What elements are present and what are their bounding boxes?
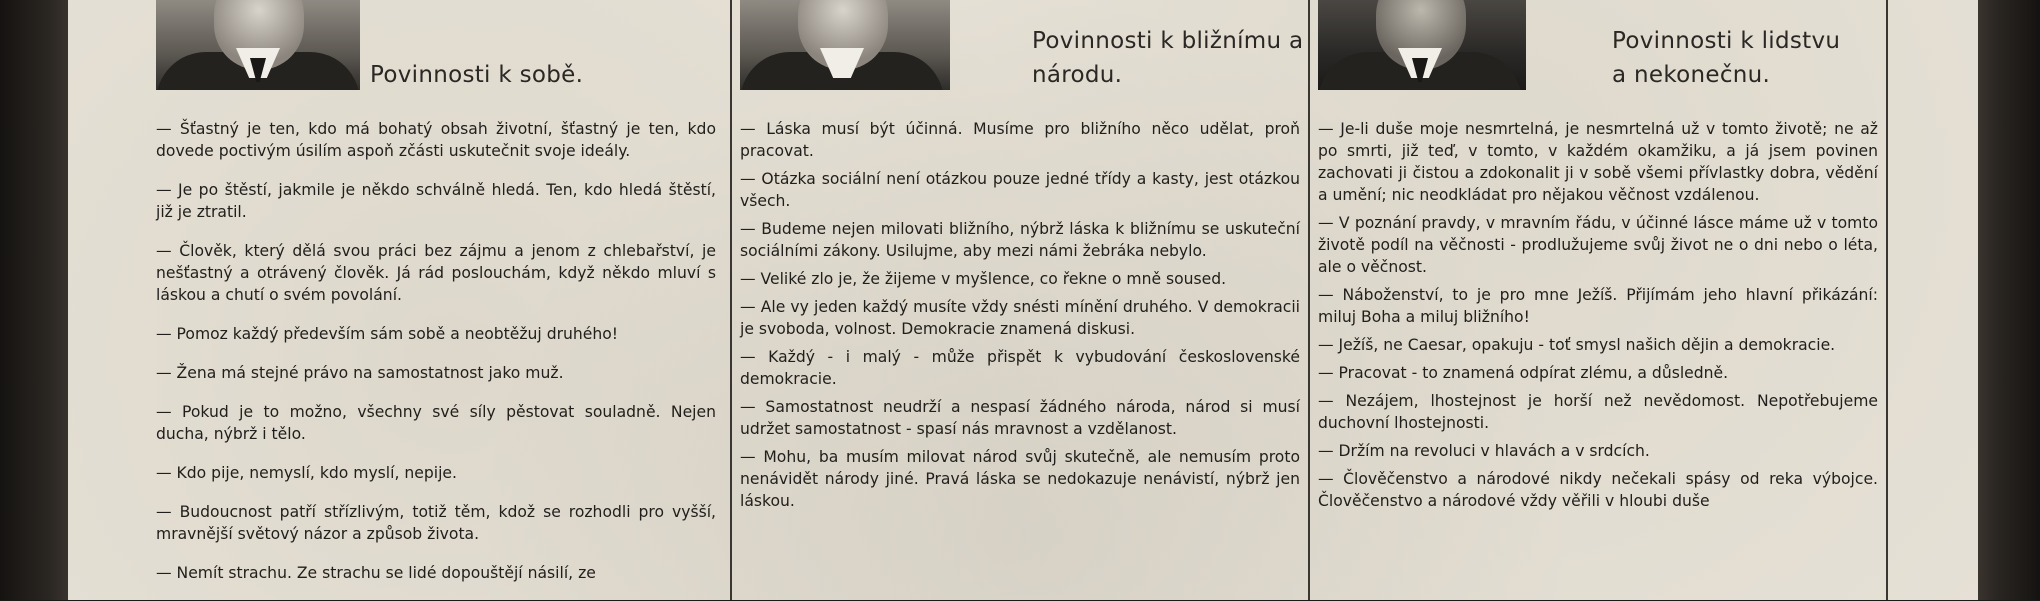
paragraph: — Šťastný je ten, kdo má bohatý obsah životní, šťastný je ten, kdo dovede poctivým úsilím aspoň zčásti uskutečnit svoje ideály. — [156, 120, 716, 160]
paragraph: — Člověčenstvo a národové nikdy nečekali spásy od reka výbojce. Člověčenstvo a národové vždy věřili v hloubi duše — [1318, 470, 1878, 510]
column-duties-to-self — [156, 0, 716, 600]
paragraph: — Pracovat - to znamená odpírat zlému, a důsledně. — [1318, 364, 1729, 382]
poster-paper — [68, 0, 1980, 600]
column-duties-to-neighbour-and-nation — [740, 0, 1304, 600]
column-heading: Povinnosti k bližnímu a národu. — [1032, 28, 1304, 88]
paragraph: — Je-li duše moje nesmrtelná, je nesmrtelná už v tomto životě; ne až po smrti, již teď, v tomto, v každém okamžiku, a já jsem povinen zachovati ji čistou a zdokonalit ji v sobě všemi přívlastky dobra, vědění a umění; nic neodkládat pro nějakou věčnost vzdálenou. — [1318, 120, 1878, 204]
column-divider — [730, 0, 732, 600]
paragraph: — Mohu, ba musím milovat národ svůj skutečně, ale nemusím proto nenávidět národy jiné. Pravá láska se nedokazuje nenávistí, nýbrž jen láskou. — [740, 448, 1300, 510]
paragraph: — Je po štěstí, jakmile je někdo schválně hledá. Ten, kdo hledá štěstí, již je ztratil. — [156, 181, 716, 221]
paragraph: — Otázka sociální není otázkou pouze jedné třídy a kasty, jest otázkou všech. — [740, 170, 1300, 210]
paragraph: — Nezájem, lhostejnost je horší než nevědomost. Nepotřebujeme duchovní lhostejnosti. — [1318, 392, 1878, 432]
paragraph: — Pomoz každý především sám sobě a neobtěžuj druhého! — [156, 325, 619, 343]
column-text — [156, 118, 716, 601]
paragraph: — V poznání pravdy, v mravním řádu, v účinné lásce máme už v tomto životě podíl na věčnosti - prodlužujeme svůj život ne o dni nebo o léta, ale o věčnost. — [1318, 214, 1878, 276]
paragraph: — Držím na revoluci v hlavách a v srdcích. — [1318, 442, 1650, 460]
paragraph: — Veliké zlo je, že žijeme v myšlence, co řekne o mně soused. — [740, 270, 1227, 288]
paragraph: — Každý - i malý - může přispět k vybudování československé demokracie. — [740, 348, 1300, 388]
column-text — [740, 118, 1300, 518]
frame-right-edge — [1978, 0, 2040, 600]
paragraph: — Ježíš, ne Caesar, opakuju - toť smysl našich dějin a demokracie. — [1318, 336, 1836, 354]
paragraph: — Samostatnost neudrží a nespasí žádného národa, národ si musí udržet samostatnost - spasí nás mravnost a vzdělanost. — [740, 398, 1300, 438]
column-divider — [1886, 0, 1888, 600]
column-heading: Povinnosti k lidstvu a nekonečnu. — [1612, 28, 1841, 88]
frame-left-edge — [0, 0, 70, 600]
paragraph: — Kdo pije, nemyslí, kdo myslí, nepije. — [156, 464, 457, 482]
paragraph: — Láska musí být účinná. Musíme pro bližního něco udělat, proň pracovat. — [740, 120, 1300, 160]
paragraph: — Budeme nejen milovati bližního, nýbrž láska k bližnímu se uskuteční sociálními zákony. Usilujme, aby mezi námi žebráka nebylo. — [740, 220, 1300, 260]
column-heading: Povinnosti k sobě. — [370, 62, 584, 88]
column-text — [1318, 118, 1878, 518]
paragraph: — Pokud je to možno, všechny své síly pěstovat souladně. Nejen ducha, nýbrž i tělo. — [156, 403, 716, 443]
paragraph: — Ale vy jeden každý musíte vždy snésti mínění druhého. V demokracii je svoboda, volnost. Demokracie znamená diskusi. — [740, 298, 1300, 338]
paragraph: — Člověk, který dělá svou práci bez zájmu a jenom z chlebařství, je nešťastný a otrávený člověk. Já rád poslouchám, když někdo mluví s láskou a chutí o svém povolání. — [156, 242, 716, 304]
paragraph: — Žena má stejné právo na samostatnost jako muž. — [156, 364, 564, 382]
paragraph: — Náboženství, to je pro mne Ježíš. Přijímám jeho hlavní přikázání: miluj Boha a miluj bližního! — [1318, 286, 1878, 326]
portrait-photo — [156, 0, 360, 90]
column-duties-to-humanity-and-infinity — [1318, 0, 1878, 600]
portrait-photo — [740, 0, 950, 90]
portrait-photo — [1318, 0, 1526, 90]
paragraph: — Budoucnost patří střízlivým, totiž těm, kdož se rozhodli pro vyšší, mravnější světový názor a způsob života. — [156, 503, 716, 543]
paragraph: — Nemít strachu. Ze strachu se lidé dopouštějí násilí, ze — [156, 564, 596, 582]
